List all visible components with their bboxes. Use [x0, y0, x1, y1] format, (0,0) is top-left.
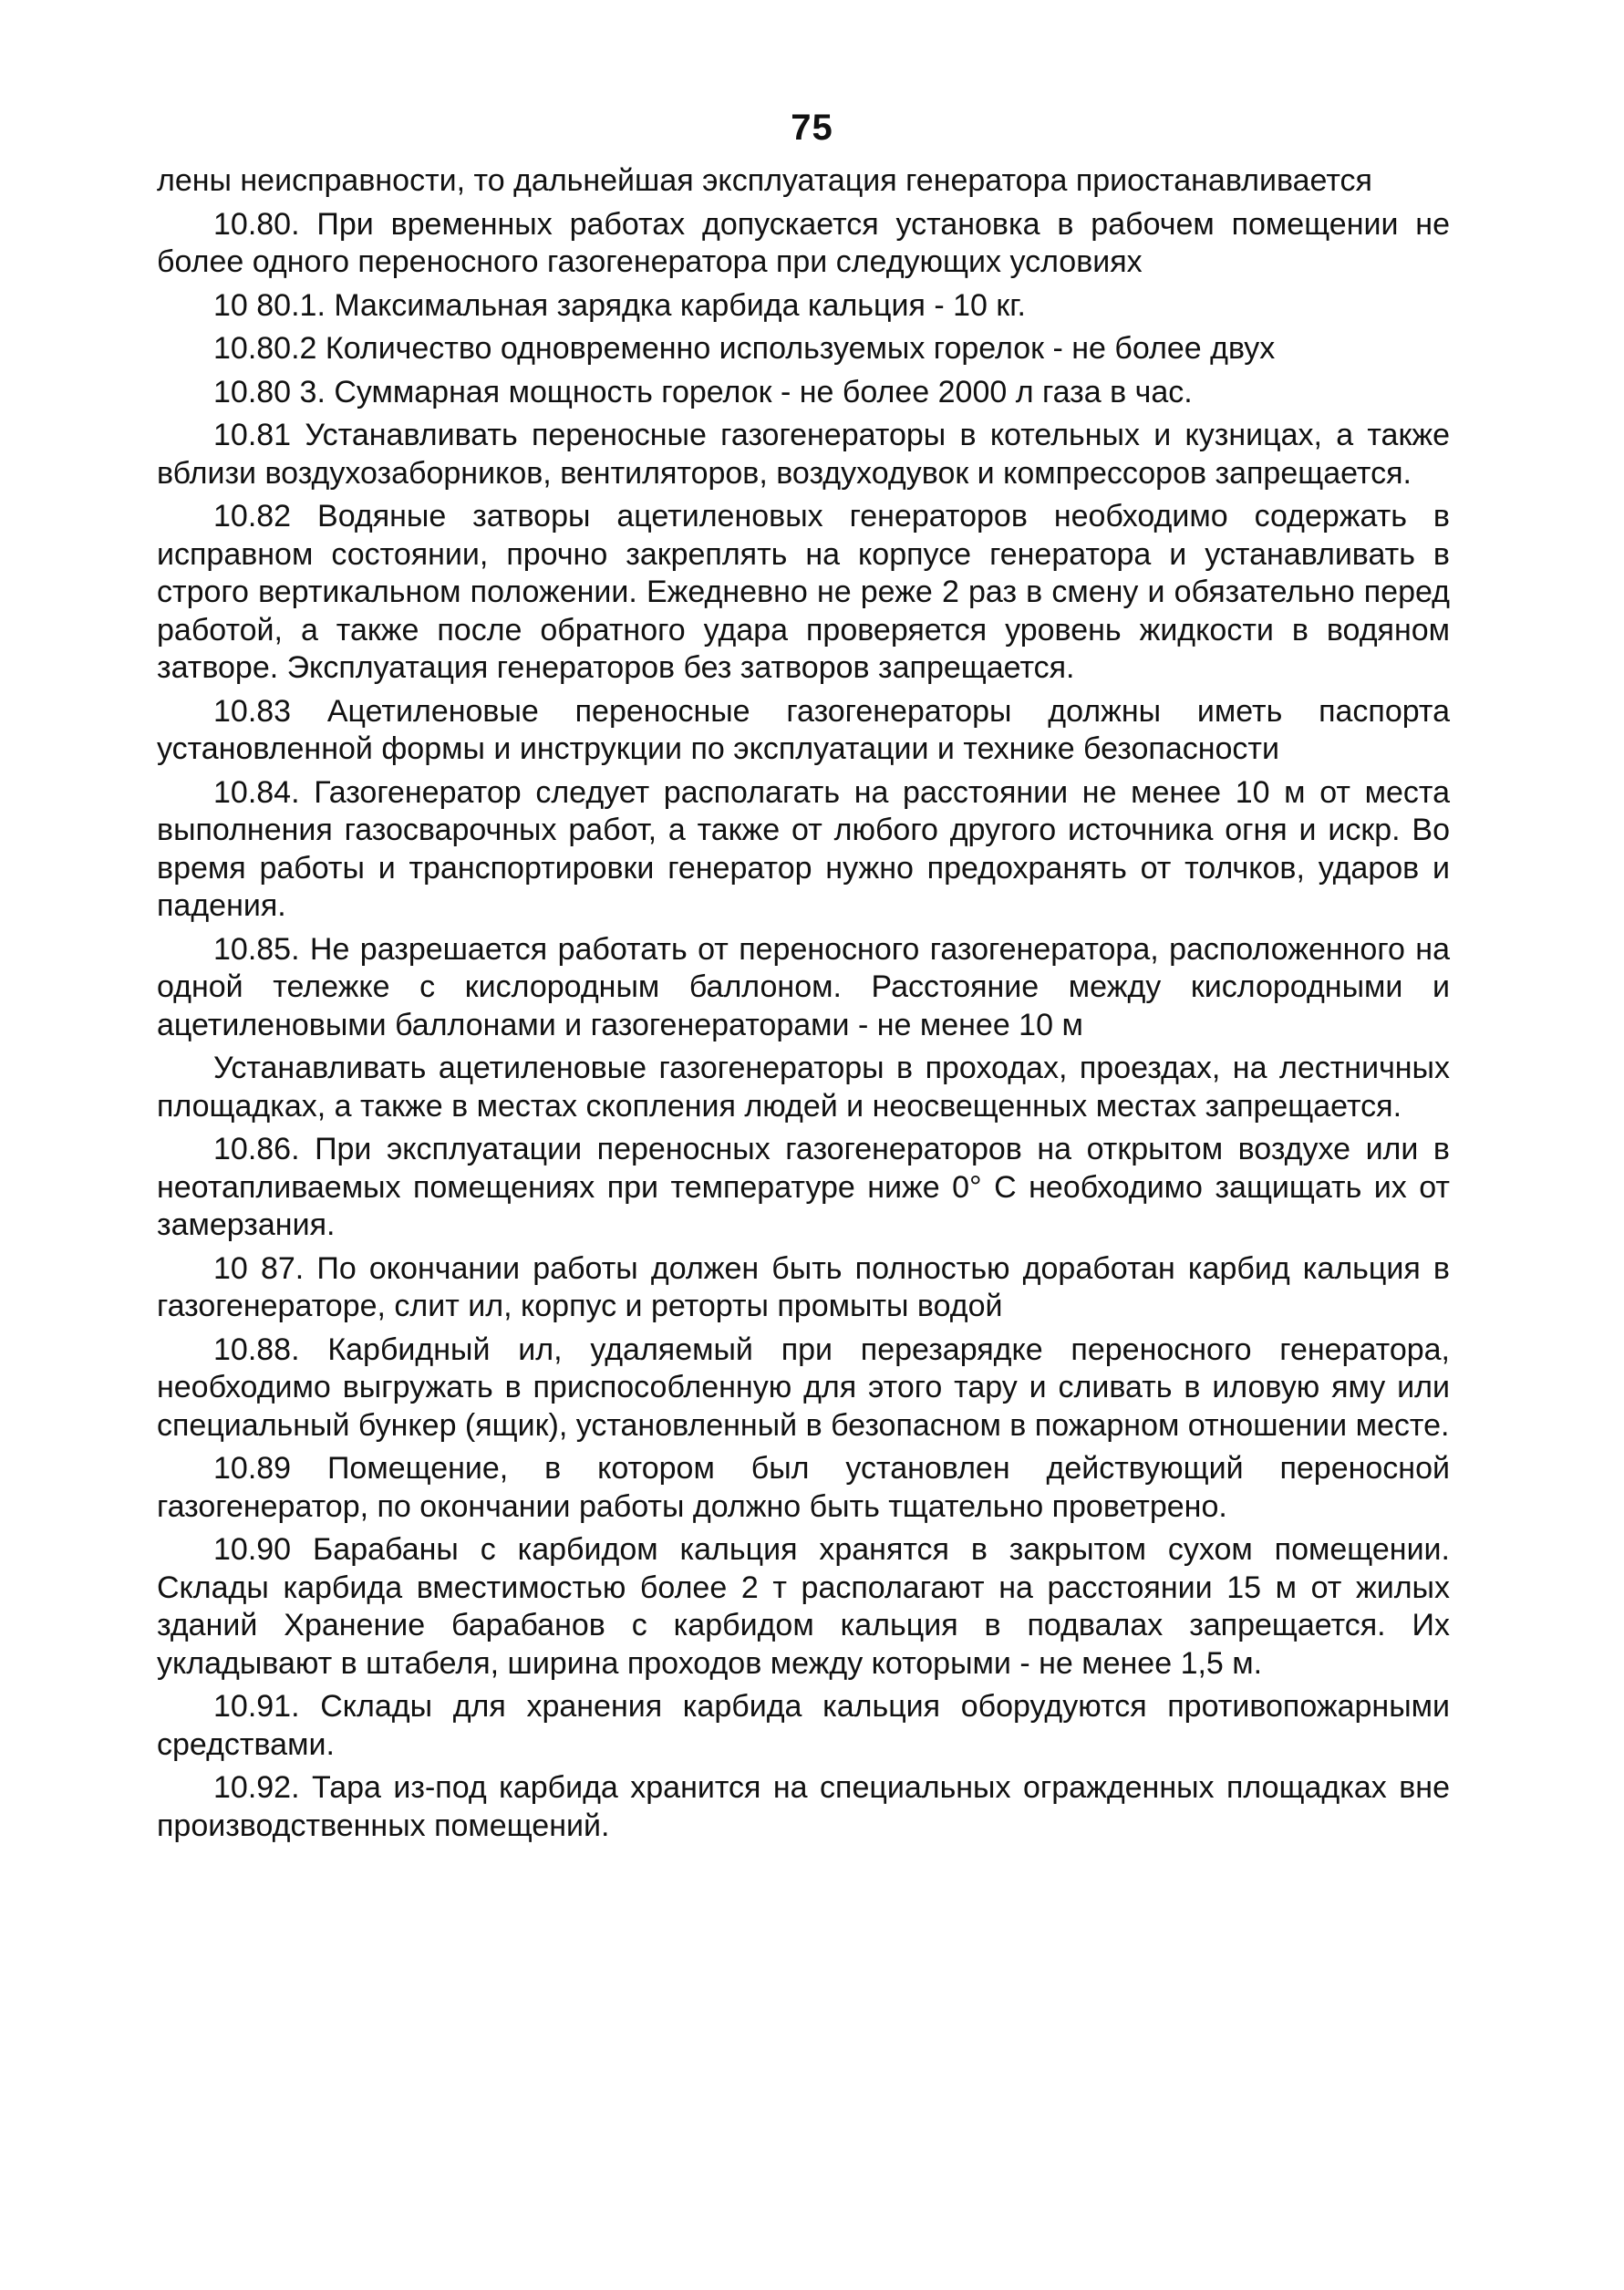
paragraph-10-89: 10.89 Помещение, в котором был установлен действующий переносной газогенератор, по окончании работы должно быть тщательно проветрено. [157, 1451, 1450, 1524]
paragraph-10-86: 10.86. При эксплуатации переносных газогенераторов на открытом воздухе или в неотапливаемых помещениях при температуре ниже 0° С необходимо защищать их от замерзания. [157, 1132, 1450, 1242]
paragraph-10-85-cont: Устанавливать ацетиленовые газогенераторы в проходах, проездах, на лестничных площадках, а также в местах скопления людей и неосвещенных местах запрещается. [157, 1051, 1450, 1124]
paragraph-10-87: 10 87. По окончании работы должен быть полностью доработан карбид кальция в газогенераторе, слит ил, корпус и реторты промыты водой [157, 1250, 1450, 1323]
paragraph-continuation: лены неисправности, то дальнейшая эксплуатация генератора приостанавливается [157, 163, 1372, 198]
paragraph-10-84: 10.84. Газогенератор следует располагать на расстоянии не менее 10 м от места выполнения газосварочных работ, а также от любого другого источника огня и искр. Во время работы и транспортировки генератор нужно предохранять от толчков, ударов и падения. [157, 774, 1450, 923]
paragraph-10-90: 10.90 Барабаны с карбидом кальция хранятся в закрытом сухом помещении. Склады карбида вместимостью более 2 т располагают на расстоянии 15 м от жилых зданий Хранение барабанов с карбидом кальция в подвалах запрещается. Их укладывают в штабеля, ширина проходов между которыми - не менее 1,5 м. [157, 1532, 1450, 1681]
page-number: 75 [791, 108, 833, 148]
paragraph-10-85: 10.85. Не разрешается работать от переносного газогенератора, расположенного на одной тележке с кислородным баллоном. Расстояние между кислородными и ацетиленовыми баллонами и газогенераторами - не менее 10 м [157, 931, 1450, 1042]
paragraph-10-80-2: 10.80.2 Количество одновременно используемых горелок - не более двух [213, 331, 1276, 366]
paragraph-10-92: 10.92. Тара из-под карбида хранится на специальных огражденных площадках вне производственных помещений. [157, 1770, 1450, 1843]
body-text [157, 162, 1450, 1850]
paragraph-10-81: 10.81 Устанавливать переносные газогенераторы в котельных и кузницах, а также вблизи воздухозаборников, вентиляторов, воздуходувок и компрессоров запрещается. [157, 418, 1450, 491]
paragraph-10-83: 10.83 Ацетиленовые переносные газогенераторы должны иметь паспорта установленной формы и инструкции по эксплуатации и технике безопасности [157, 693, 1450, 766]
paragraph-10-80-1: 10 80.1. Максимальная зарядка карбида кальция - 10 кг. [213, 287, 1026, 323]
paragraph-10-91: 10.91. Склады для хранения карбида кальция оборудуются противопожарными средствами. [157, 1689, 1450, 1762]
paragraph-10-80: 10.80. При временных работах допускается установка в рабочем помещении не более одного переносного газогенератора при следующих условиях [157, 206, 1450, 279]
paragraph-10-80-3: 10.80 3. Суммарная мощность горелок - не более 2000 л газа в час. [213, 374, 1193, 409]
paragraph-10-88: 10.88. Карбидный ил, удаляемый при перезарядке переносного генератора, необходимо выгружать в приспособленную для этого тару и сливать в иловую яму или специальный бункер (ящик), установленный в безопасном в пожарном отношении месте. [157, 1332, 1450, 1443]
paragraph-10-82: 10.82 Водяные затворы ацетиленовых генераторов необходимо содержать в исправном состоянии, прочно закреплять на корпусе генератора и устанавливать в строго вертикальном положении. Ежедневно не реже 2 раз в смену и обязательно перед работой, а также после обратного удара проверяется уровень жидкости в водяном затворе. Эксплуатация генераторов без затворов запрещается. [157, 499, 1450, 685]
